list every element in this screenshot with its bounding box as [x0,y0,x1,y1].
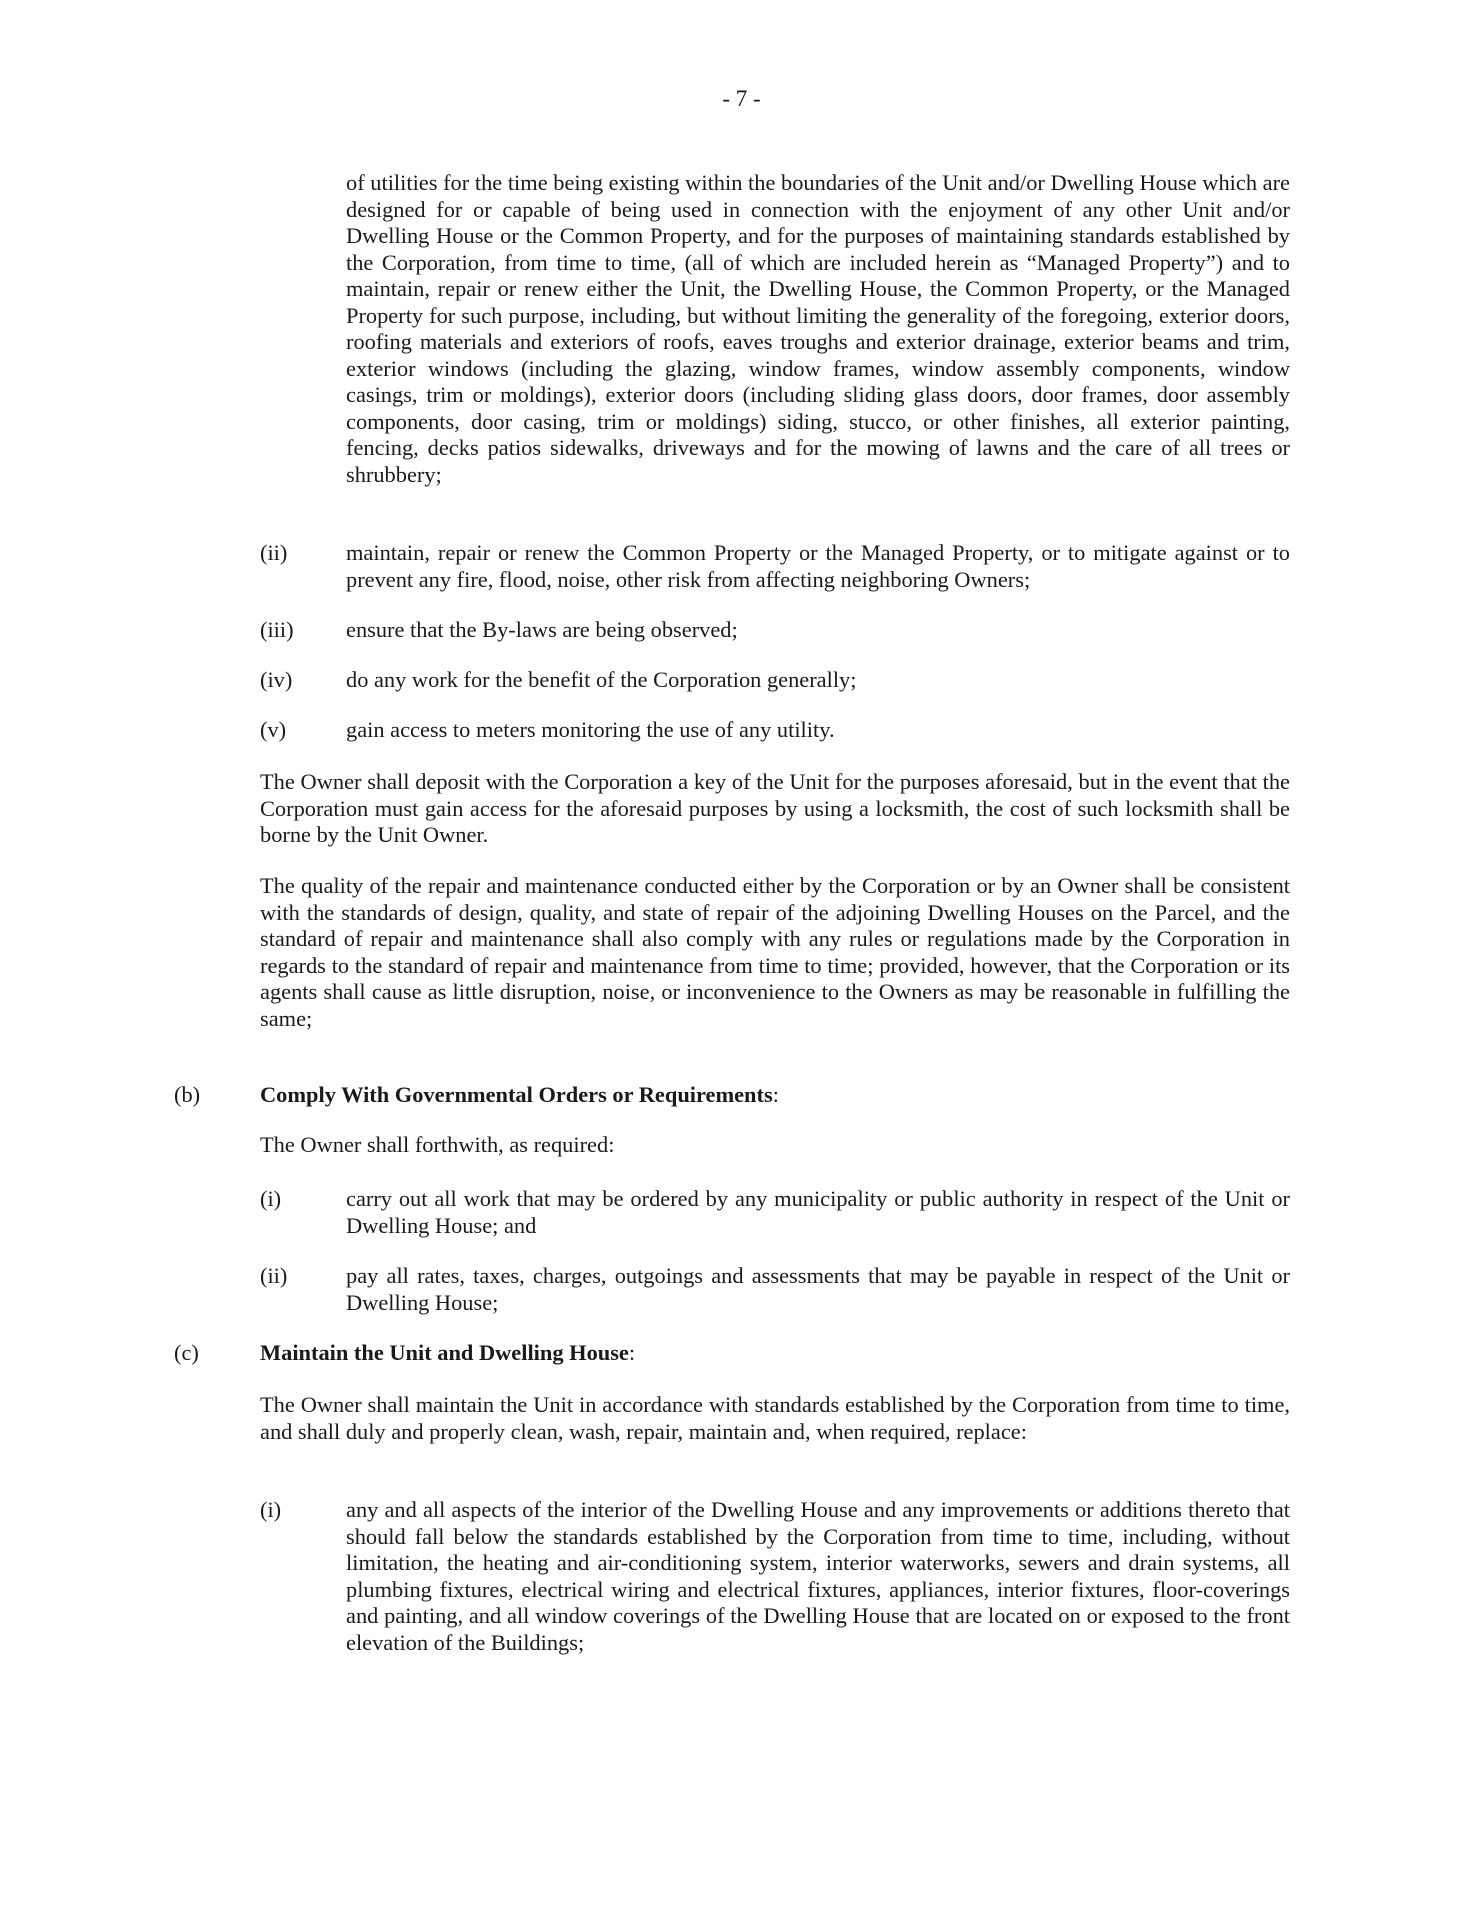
list-item: carry out all work that may be ordered by any municipality or public authority in respect of the Unit or Dwelling House; and [346,1186,1290,1238]
section-label: (c) [174,1340,199,1365]
item-label: (ii) [260,1263,288,1288]
key-deposit-paragraph: The Owner shall deposit with the Corporation a key of the Unit for the purposes aforesaid, but in the event that the Corporation must gain access for the aforesaid purposes by using a locksmith, the cost of such locksmith shall be borne by the Unit Owner. [260,769,1290,847]
page-number: - 7 - [722,86,761,111]
list-item: pay all rates, taxes, charges, outgoings and assessments that may be payable in respect of the Unit or Dwelling House; [346,1263,1290,1315]
list-item: maintain, repair or renew the Common Property or the Managed Property, or to mitigate against or to prevent any fire, flood, noise, other risk from affecting neighboring Owners; [346,540,1290,592]
section-label: (b) [174,1082,201,1107]
item-label: (ii) [260,540,288,565]
section-heading-text: Maintain the Unit and Dwelling House [260,1340,629,1365]
list-item: ensure that the By-laws are being observed; [346,617,738,642]
section-intro: The Owner shall maintain the Unit in accordance with standards established by the Corporation from time to time, and shall duly and properly clean, wash, repair, maintain and, when required, replace: [260,1392,1290,1444]
section-heading [260,1082,1290,1109]
list-item: do any work for the benefit of the Corporation generally; [346,667,857,692]
item-label: (i) [260,1497,282,1522]
heading-colon: : [628,1340,636,1365]
list-item: any and all aspects of the interior of the Dwelling House and any improvements or additions thereto that should fall below the standards established by the Corporation from time to time, including, without limitation, the heating and air-conditioning system, interior waterworks, sewers and drain systems, all plumbing fixtures, electrical wiring and electrical fixtures, appliances, interior fixtures, floor-coverings and painting, and all window coverings of the Dwelling House that are located on or exposed to the front elevation of the Buildings; [346,1497,1290,1655]
section-heading-text: Comply With Governmental Orders or Requirements [260,1082,773,1107]
continuation-paragraph: of utilities for the time being existing within the boundaries of the Unit and/or Dwelling House which are designed for or capable of being used in connection with the enjoyment of any other Unit and/or Dwelling House or the Common Property, and for the purposes of maintaining standards established by the Corporation, from time to time, (all of which are included herein as “Managed Property”) and to maintain, repair or renew either the Unit, the Dwelling House, the Common Property, or the Managed Property for such purpose, including, but without limiting the generality of the foregoing, exterior doors, roofing materials and exteriors of roofs, eaves troughs and exterior drainage, exterior beams and trim, exterior windows (including the glazing, window frames, window assembly components, window casings, trim or moldings), exterior doors (including sliding glass doors, door frames, door assembly components, door casing, trim or moldings) siding, stucco, or other finishes, all exterior painting, fencing, decks patios sidewalks, driveways and for the mowing of lawns and the care of all trees or shrubbery; [346,170,1290,487]
item-label: (i) [260,1186,282,1211]
section-intro: The Owner shall forthwith, as required: [260,1132,615,1157]
heading-colon: : [772,1082,779,1107]
item-label: (iv) [260,667,293,692]
quality-paragraph: The quality of the repair and maintenance conducted either by the Corporation or by an Owner shall be consistent with the standards of design, quality, and state of repair of the adjoining Dwelling Houses on the Parcel, and the standard of repair and maintenance shall also comply with any rules or regulations made by the Corporation in regards to the standard of repair and maintenance from time to time; provided, however, that the Corporation or its agents shall cause as little disruption, noise, or inconvenience to the Owners as may be reasonable in fulfilling the same; [260,873,1290,1031]
section-heading [260,1340,1290,1367]
item-label: (v) [260,717,287,742]
list-item: gain access to meters monitoring the use of any utility. [346,717,835,742]
item-label: (iii) [260,617,294,642]
